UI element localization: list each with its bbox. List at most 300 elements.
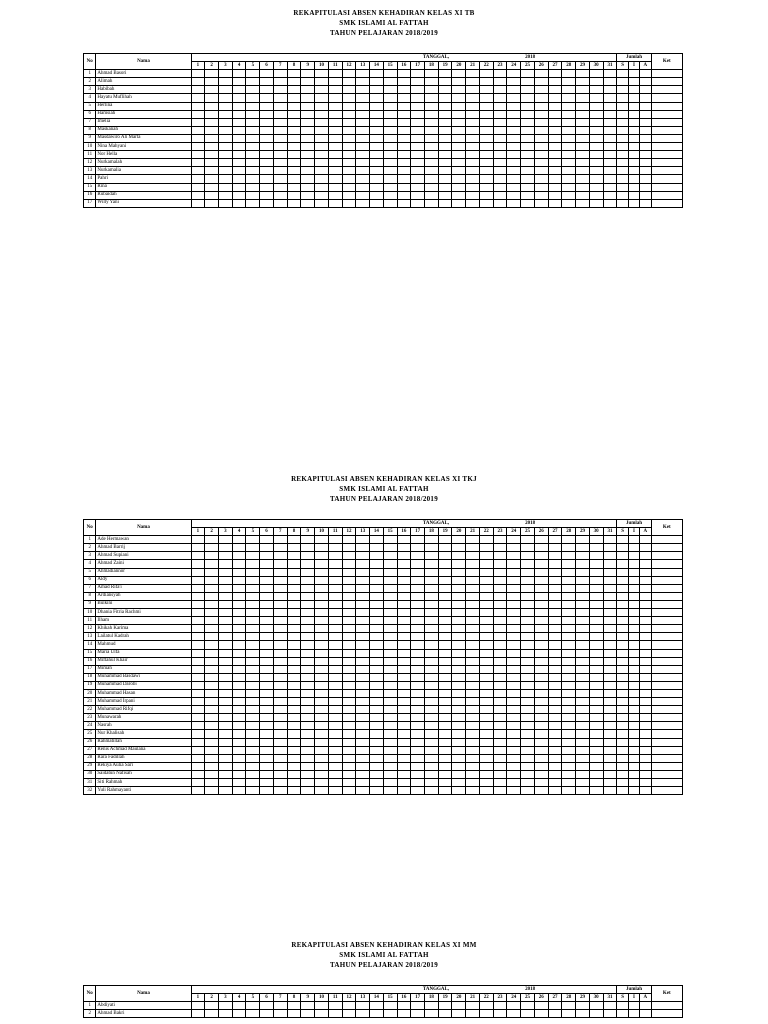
attendance-cell[interactable] — [603, 191, 617, 199]
attendance-cell[interactable] — [205, 689, 219, 697]
attendance-cell[interactable] — [191, 118, 205, 126]
attendance-cell[interactable] — [273, 126, 287, 134]
attendance-cell[interactable] — [548, 657, 562, 665]
attendance-cell[interactable] — [452, 126, 466, 134]
attendance-cell[interactable] — [562, 681, 576, 689]
attendance-cell[interactable] — [576, 118, 590, 126]
jumlah-cell[interactable] — [617, 78, 628, 86]
attendance-cell[interactable] — [301, 730, 315, 738]
jumlah-cell[interactable] — [628, 199, 639, 207]
attendance-cell[interactable] — [383, 609, 397, 617]
attendance-cell[interactable] — [246, 143, 260, 151]
attendance-cell[interactable] — [191, 536, 205, 544]
attendance-cell[interactable] — [603, 118, 617, 126]
attendance-cell[interactable] — [328, 641, 342, 649]
attendance-cell[interactable] — [397, 134, 411, 142]
attendance-cell[interactable] — [191, 151, 205, 159]
attendance-cell[interactable] — [548, 641, 562, 649]
attendance-cell[interactable] — [589, 600, 603, 608]
attendance-cell[interactable] — [301, 568, 315, 576]
attendance-cell[interactable] — [191, 159, 205, 167]
attendance-cell[interactable] — [507, 70, 521, 78]
attendance-cell[interactable] — [301, 600, 315, 608]
attendance-cell[interactable] — [397, 536, 411, 544]
attendance-cell[interactable] — [548, 730, 562, 738]
attendance-cell[interactable] — [425, 183, 439, 191]
attendance-cell[interactable] — [603, 787, 617, 795]
attendance-cell[interactable] — [397, 625, 411, 633]
attendance-cell[interactable] — [425, 568, 439, 576]
attendance-cell[interactable] — [603, 746, 617, 754]
attendance-cell[interactable] — [452, 649, 466, 657]
attendance-cell[interactable] — [466, 110, 480, 118]
attendance-cell[interactable] — [315, 698, 329, 706]
attendance-cell[interactable] — [383, 199, 397, 207]
attendance-cell[interactable] — [562, 649, 576, 657]
attendance-cell[interactable] — [562, 673, 576, 681]
attendance-cell[interactable] — [328, 665, 342, 673]
attendance-cell[interactable] — [493, 746, 507, 754]
attendance-cell[interactable] — [438, 722, 452, 730]
attendance-cell[interactable] — [383, 787, 397, 795]
attendance-cell[interactable] — [191, 86, 205, 94]
jumlah-cell[interactable] — [640, 722, 651, 730]
attendance-cell[interactable] — [205, 70, 219, 78]
attendance-cell[interactable] — [218, 641, 232, 649]
attendance-cell[interactable] — [548, 151, 562, 159]
attendance-cell[interactable] — [521, 175, 535, 183]
attendance-cell[interactable] — [507, 722, 521, 730]
attendance-cell[interactable] — [287, 1002, 301, 1010]
attendance-cell[interactable] — [246, 544, 260, 552]
attendance-cell[interactable] — [603, 134, 617, 142]
attendance-cell[interactable] — [438, 584, 452, 592]
jumlah-cell[interactable] — [628, 70, 639, 78]
attendance-cell[interactable] — [246, 600, 260, 608]
attendance-cell[interactable] — [246, 665, 260, 673]
attendance-cell[interactable] — [246, 657, 260, 665]
jumlah-cell[interactable] — [628, 1002, 639, 1010]
attendance-cell[interactable] — [479, 70, 493, 78]
attendance-cell[interactable] — [260, 78, 274, 86]
jumlah-cell[interactable] — [640, 126, 651, 134]
ket-cell[interactable] — [651, 754, 682, 762]
attendance-cell[interactable] — [260, 673, 274, 681]
attendance-cell[interactable] — [383, 159, 397, 167]
jumlah-cell[interactable] — [617, 118, 628, 126]
attendance-cell[interactable] — [383, 1002, 397, 1010]
jumlah-cell[interactable] — [628, 552, 639, 560]
jumlah-cell[interactable] — [617, 762, 628, 770]
attendance-cell[interactable] — [438, 560, 452, 568]
attendance-cell[interactable] — [438, 159, 452, 167]
attendance-cell[interactable] — [260, 118, 274, 126]
ket-cell[interactable] — [651, 94, 682, 102]
attendance-cell[interactable] — [479, 787, 493, 795]
attendance-cell[interactable] — [205, 110, 219, 118]
attendance-cell[interactable] — [232, 649, 246, 657]
attendance-cell[interactable] — [562, 118, 576, 126]
ket-cell[interactable] — [651, 714, 682, 722]
attendance-cell[interactable] — [287, 70, 301, 78]
attendance-cell[interactable] — [479, 730, 493, 738]
attendance-cell[interactable] — [397, 199, 411, 207]
ket-cell[interactable] — [651, 625, 682, 633]
attendance-cell[interactable] — [452, 754, 466, 762]
attendance-cell[interactable] — [589, 183, 603, 191]
ket-cell[interactable] — [651, 167, 682, 175]
attendance-cell[interactable] — [232, 118, 246, 126]
attendance-cell[interactable] — [493, 609, 507, 617]
attendance-cell[interactable] — [328, 536, 342, 544]
jumlah-cell[interactable] — [628, 714, 639, 722]
attendance-cell[interactable] — [562, 633, 576, 641]
attendance-cell[interactable] — [479, 762, 493, 770]
attendance-cell[interactable] — [576, 649, 590, 657]
attendance-cell[interactable] — [383, 1010, 397, 1018]
attendance-cell[interactable] — [370, 191, 384, 199]
attendance-cell[interactable] — [315, 159, 329, 167]
attendance-cell[interactable] — [589, 665, 603, 673]
attendance-cell[interactable] — [493, 134, 507, 142]
attendance-cell[interactable] — [356, 779, 370, 787]
attendance-cell[interactable] — [479, 584, 493, 592]
jumlah-cell[interactable] — [640, 143, 651, 151]
attendance-cell[interactable] — [425, 1002, 439, 1010]
attendance-cell[interactable] — [507, 183, 521, 191]
attendance-cell[interactable] — [548, 592, 562, 600]
attendance-cell[interactable] — [232, 94, 246, 102]
jumlah-cell[interactable] — [617, 159, 628, 167]
jumlah-cell[interactable] — [617, 576, 628, 584]
attendance-cell[interactable] — [411, 698, 425, 706]
attendance-cell[interactable] — [534, 552, 548, 560]
attendance-cell[interactable] — [603, 151, 617, 159]
attendance-cell[interactable] — [452, 609, 466, 617]
attendance-cell[interactable] — [397, 94, 411, 102]
attendance-cell[interactable] — [589, 151, 603, 159]
attendance-cell[interactable] — [562, 560, 576, 568]
jumlah-cell[interactable] — [617, 592, 628, 600]
attendance-cell[interactable] — [438, 1010, 452, 1018]
attendance-cell[interactable] — [342, 665, 356, 673]
attendance-cell[interactable] — [356, 183, 370, 191]
attendance-cell[interactable] — [562, 568, 576, 576]
jumlah-cell[interactable] — [628, 78, 639, 86]
attendance-cell[interactable] — [287, 787, 301, 795]
attendance-cell[interactable] — [205, 118, 219, 126]
attendance-cell[interactable] — [342, 1010, 356, 1018]
attendance-cell[interactable] — [191, 576, 205, 584]
attendance-cell[interactable] — [452, 86, 466, 94]
attendance-cell[interactable] — [218, 94, 232, 102]
attendance-cell[interactable] — [246, 183, 260, 191]
attendance-cell[interactable] — [452, 681, 466, 689]
attendance-cell[interactable] — [521, 673, 535, 681]
attendance-cell[interactable] — [576, 609, 590, 617]
attendance-cell[interactable] — [205, 1002, 219, 1010]
attendance-cell[interactable] — [356, 536, 370, 544]
attendance-cell[interactable] — [603, 706, 617, 714]
attendance-cell[interactable] — [603, 641, 617, 649]
attendance-cell[interactable] — [356, 167, 370, 175]
attendance-cell[interactable] — [328, 70, 342, 78]
attendance-cell[interactable] — [287, 167, 301, 175]
attendance-cell[interactable] — [438, 183, 452, 191]
attendance-cell[interactable] — [576, 779, 590, 787]
ket-cell[interactable] — [651, 633, 682, 641]
attendance-cell[interactable] — [273, 552, 287, 560]
attendance-cell[interactable] — [383, 657, 397, 665]
attendance-cell[interactable] — [425, 706, 439, 714]
attendance-cell[interactable] — [328, 600, 342, 608]
attendance-cell[interactable] — [315, 649, 329, 657]
attendance-cell[interactable] — [205, 722, 219, 730]
jumlah-cell[interactable] — [617, 787, 628, 795]
jumlah-cell[interactable] — [640, 552, 651, 560]
attendance-cell[interactable] — [260, 657, 274, 665]
attendance-cell[interactable] — [260, 143, 274, 151]
attendance-cell[interactable] — [342, 592, 356, 600]
attendance-cell[interactable] — [452, 536, 466, 544]
attendance-cell[interactable] — [356, 199, 370, 207]
attendance-cell[interactable] — [411, 199, 425, 207]
attendance-cell[interactable] — [232, 779, 246, 787]
attendance-cell[interactable] — [287, 600, 301, 608]
attendance-cell[interactable] — [301, 746, 315, 754]
attendance-cell[interactable] — [287, 102, 301, 110]
attendance-cell[interactable] — [534, 722, 548, 730]
attendance-cell[interactable] — [218, 600, 232, 608]
attendance-cell[interactable] — [315, 754, 329, 762]
attendance-cell[interactable] — [576, 544, 590, 552]
attendance-cell[interactable] — [356, 665, 370, 673]
attendance-cell[interactable] — [273, 536, 287, 544]
ket-cell[interactable] — [651, 70, 682, 78]
attendance-cell[interactable] — [479, 143, 493, 151]
jumlah-cell[interactable] — [617, 706, 628, 714]
attendance-cell[interactable] — [383, 151, 397, 159]
attendance-cell[interactable] — [562, 779, 576, 787]
attendance-cell[interactable] — [425, 689, 439, 697]
attendance-cell[interactable] — [342, 689, 356, 697]
attendance-cell[interactable] — [479, 191, 493, 199]
attendance-cell[interactable] — [315, 600, 329, 608]
attendance-cell[interactable] — [576, 94, 590, 102]
attendance-cell[interactable] — [603, 183, 617, 191]
attendance-cell[interactable] — [328, 730, 342, 738]
attendance-cell[interactable] — [425, 698, 439, 706]
attendance-cell[interactable] — [205, 665, 219, 673]
attendance-cell[interactable] — [342, 110, 356, 118]
attendance-cell[interactable] — [246, 706, 260, 714]
jumlah-cell[interactable] — [628, 1010, 639, 1018]
jumlah-cell[interactable] — [628, 175, 639, 183]
jumlah-cell[interactable] — [628, 600, 639, 608]
attendance-cell[interactable] — [534, 568, 548, 576]
attendance-cell[interactable] — [356, 754, 370, 762]
attendance-cell[interactable] — [383, 552, 397, 560]
attendance-cell[interactable] — [452, 159, 466, 167]
attendance-cell[interactable] — [356, 151, 370, 159]
attendance-cell[interactable] — [425, 143, 439, 151]
attendance-cell[interactable] — [218, 183, 232, 191]
attendance-cell[interactable] — [589, 714, 603, 722]
attendance-cell[interactable] — [301, 738, 315, 746]
attendance-cell[interactable] — [315, 536, 329, 544]
attendance-cell[interactable] — [356, 70, 370, 78]
attendance-cell[interactable] — [425, 649, 439, 657]
attendance-cell[interactable] — [260, 576, 274, 584]
attendance-cell[interactable] — [534, 183, 548, 191]
attendance-cell[interactable] — [493, 568, 507, 576]
attendance-cell[interactable] — [205, 576, 219, 584]
attendance-cell[interactable] — [589, 706, 603, 714]
attendance-cell[interactable] — [466, 617, 480, 625]
attendance-cell[interactable] — [452, 714, 466, 722]
attendance-cell[interactable] — [191, 544, 205, 552]
attendance-cell[interactable] — [315, 625, 329, 633]
jumlah-cell[interactable] — [617, 633, 628, 641]
attendance-cell[interactable] — [589, 175, 603, 183]
attendance-cell[interactable] — [356, 609, 370, 617]
attendance-cell[interactable] — [328, 762, 342, 770]
attendance-cell[interactable] — [328, 544, 342, 552]
attendance-cell[interactable] — [260, 560, 274, 568]
attendance-cell[interactable] — [534, 657, 548, 665]
attendance-cell[interactable] — [507, 143, 521, 151]
attendance-cell[interactable] — [452, 568, 466, 576]
attendance-cell[interactable] — [260, 706, 274, 714]
attendance-cell[interactable] — [438, 714, 452, 722]
attendance-cell[interactable] — [493, 118, 507, 126]
attendance-cell[interactable] — [191, 70, 205, 78]
attendance-cell[interactable] — [205, 1010, 219, 1018]
attendance-cell[interactable] — [576, 584, 590, 592]
attendance-cell[interactable] — [370, 159, 384, 167]
jumlah-cell[interactable] — [617, 584, 628, 592]
attendance-cell[interactable] — [589, 118, 603, 126]
attendance-cell[interactable] — [370, 633, 384, 641]
attendance-cell[interactable] — [438, 681, 452, 689]
attendance-cell[interactable] — [576, 159, 590, 167]
attendance-cell[interactable] — [493, 143, 507, 151]
attendance-cell[interactable] — [548, 175, 562, 183]
attendance-cell[interactable] — [232, 609, 246, 617]
jumlah-cell[interactable] — [640, 70, 651, 78]
attendance-cell[interactable] — [438, 730, 452, 738]
attendance-cell[interactable] — [521, 183, 535, 191]
attendance-cell[interactable] — [383, 665, 397, 673]
attendance-cell[interactable] — [548, 754, 562, 762]
jumlah-cell[interactable] — [617, 641, 628, 649]
attendance-cell[interactable] — [466, 159, 480, 167]
jumlah-cell[interactable] — [617, 70, 628, 78]
attendance-cell[interactable] — [260, 1010, 274, 1018]
attendance-cell[interactable] — [218, 70, 232, 78]
attendance-cell[interactable] — [232, 102, 246, 110]
attendance-cell[interactable] — [342, 175, 356, 183]
attendance-cell[interactable] — [576, 673, 590, 681]
attendance-cell[interactable] — [315, 657, 329, 665]
attendance-cell[interactable] — [218, 609, 232, 617]
attendance-cell[interactable] — [191, 657, 205, 665]
attendance-cell[interactable] — [342, 560, 356, 568]
jumlah-cell[interactable] — [617, 568, 628, 576]
attendance-cell[interactable] — [438, 86, 452, 94]
attendance-cell[interactable] — [232, 78, 246, 86]
attendance-cell[interactable] — [562, 86, 576, 94]
attendance-cell[interactable] — [342, 706, 356, 714]
attendance-cell[interactable] — [287, 134, 301, 142]
attendance-cell[interactable] — [425, 86, 439, 94]
attendance-cell[interactable] — [397, 665, 411, 673]
attendance-cell[interactable] — [589, 199, 603, 207]
attendance-cell[interactable] — [383, 600, 397, 608]
attendance-cell[interactable] — [191, 110, 205, 118]
attendance-cell[interactable] — [589, 159, 603, 167]
attendance-cell[interactable] — [232, 787, 246, 795]
attendance-cell[interactable] — [287, 633, 301, 641]
attendance-cell[interactable] — [383, 175, 397, 183]
attendance-cell[interactable] — [425, 151, 439, 159]
attendance-cell[interactable] — [576, 552, 590, 560]
jumlah-cell[interactable] — [640, 183, 651, 191]
attendance-cell[interactable] — [534, 706, 548, 714]
attendance-cell[interactable] — [493, 787, 507, 795]
attendance-cell[interactable] — [452, 770, 466, 778]
attendance-cell[interactable] — [397, 126, 411, 134]
ket-cell[interactable] — [651, 199, 682, 207]
attendance-cell[interactable] — [191, 600, 205, 608]
attendance-cell[interactable] — [466, 609, 480, 617]
jumlah-cell[interactable] — [640, 787, 651, 795]
attendance-cell[interactable] — [562, 584, 576, 592]
attendance-cell[interactable] — [548, 94, 562, 102]
attendance-cell[interactable] — [589, 770, 603, 778]
attendance-cell[interactable] — [466, 167, 480, 175]
attendance-cell[interactable] — [507, 552, 521, 560]
attendance-cell[interactable] — [521, 151, 535, 159]
attendance-cell[interactable] — [232, 698, 246, 706]
attendance-cell[interactable] — [301, 617, 315, 625]
attendance-cell[interactable] — [232, 70, 246, 78]
attendance-cell[interactable] — [301, 118, 315, 126]
attendance-cell[interactable] — [438, 70, 452, 78]
attendance-cell[interactable] — [438, 738, 452, 746]
attendance-cell[interactable] — [507, 681, 521, 689]
attendance-cell[interactable] — [273, 754, 287, 762]
attendance-cell[interactable] — [576, 722, 590, 730]
attendance-cell[interactable] — [397, 552, 411, 560]
attendance-cell[interactable] — [452, 617, 466, 625]
attendance-cell[interactable] — [521, 649, 535, 657]
attendance-cell[interactable] — [493, 536, 507, 544]
attendance-cell[interactable] — [191, 633, 205, 641]
attendance-cell[interactable] — [315, 787, 329, 795]
attendance-cell[interactable] — [191, 689, 205, 697]
attendance-cell[interactable] — [493, 689, 507, 697]
attendance-cell[interactable] — [273, 641, 287, 649]
attendance-cell[interactable] — [562, 134, 576, 142]
attendance-cell[interactable] — [466, 673, 480, 681]
attendance-cell[interactable] — [589, 787, 603, 795]
attendance-cell[interactable] — [218, 110, 232, 118]
attendance-cell[interactable] — [603, 536, 617, 544]
attendance-cell[interactable] — [205, 600, 219, 608]
attendance-cell[interactable] — [356, 770, 370, 778]
attendance-cell[interactable] — [315, 770, 329, 778]
